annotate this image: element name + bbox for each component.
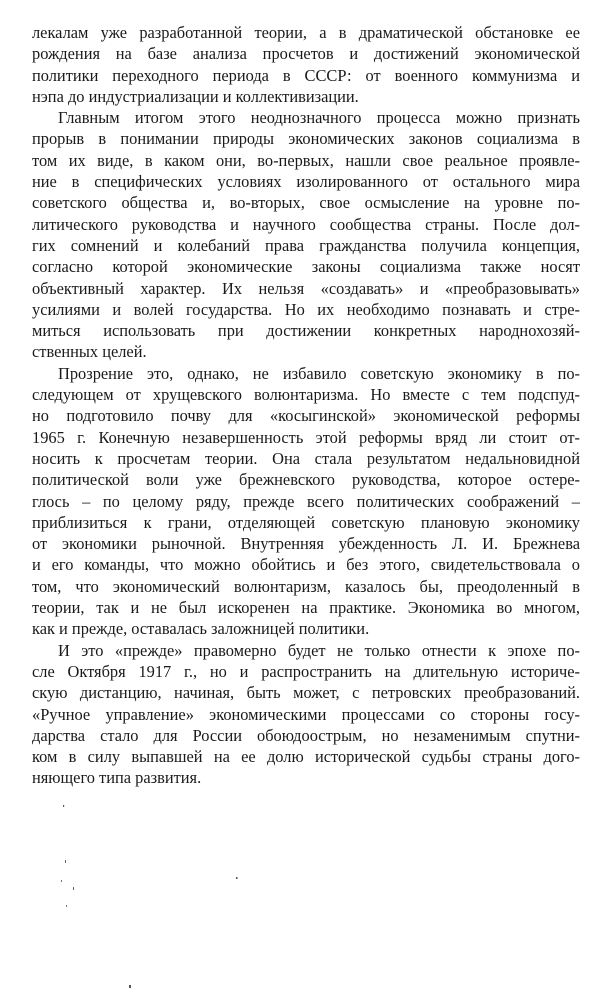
text-line: няющего типа развития.: [32, 768, 202, 788]
text-line: миться использовать при достижении конкретных народнохозяй-: [32, 321, 580, 341]
paragraph: [32, 22, 580, 107]
text-line: следующем от хрущевского волюнтаризма. Но вместе с тем подспуд-: [32, 385, 580, 405]
text-line: сле Октября 1917 г., но и распространить на длительную историче-: [32, 661, 580, 681]
text-line: советского общества и, во-вторых, свое осмысление на уровне по-: [32, 193, 580, 213]
text-line: гих сомнений и колебаний права гражданства получила концепция,: [32, 235, 580, 255]
text-line: том, что экономический волюнтаризм, казалось бы, преодоленный в: [32, 576, 580, 596]
body-text: [32, 22, 580, 789]
text-line: рождения на базе анализа просчетов и достижений экономической: [32, 44, 580, 64]
text-line: Главным итогом этого неоднозначного процесса можно признать: [58, 108, 580, 128]
text-line: «Ручное управление» экономическими процессами со стороны госу-: [32, 704, 580, 724]
paragraph: [32, 363, 580, 640]
text-line: политической воли уже брежневского руководства, которое остере-: [32, 470, 580, 490]
text-line: но подготовило почву для «косыгинской» экономической реформы: [32, 406, 580, 426]
text-line: ние в специфических условиях изолированного от остального мира: [32, 172, 580, 192]
text-line: от экономики рыночной. Внутренняя убежденность Л. И. Брежнева: [32, 534, 580, 554]
text-line: и его команды, что можно обойтись и без этого, свидетельствовала о: [32, 555, 580, 575]
text-line: том их виде, в каком они, во-первых, нашли свое реальное проявле-: [32, 150, 580, 170]
text-line: И это «прежде» правомерно будет не только отнести к эпохе по-: [58, 640, 580, 660]
text-line: дарства стало для России обоюдоострым, но незаменимым спутни-: [32, 725, 580, 745]
text-line: ственных целей.: [32, 342, 147, 362]
text-line: усилиями и волей государства. Но их необходимо познавать и стре-: [32, 299, 580, 319]
text-line: приблизиться к грани, отделяющей советскую плановую экономику: [32, 512, 580, 532]
text-line: глось – по целому ряду, прежде всего политических соображений –: [32, 491, 580, 511]
text-line: литического руководства и научного сообщества страны. После дол-: [32, 214, 580, 234]
text-line: политики переходного периода в СССР: от военного коммунизма и: [32, 65, 580, 85]
text-line: скую дистанцию, начиная, быть может, с петровских преобразований.: [32, 683, 580, 703]
text-line: объективный характер. Их нельзя «создавать» и «преобразовывать»: [32, 278, 580, 298]
text-line: ком в силу выпавшей на ее долю исторической судьбы страны дого-: [32, 747, 580, 767]
text-line: 1965 г. Конечную незавершенность этой реформы вряд ли стоит от-: [32, 427, 580, 447]
text-line: носить к просчетам теории. Она стала результатом недальновидной: [32, 448, 580, 468]
text-line: теории, так и не был искоренен на практике. Экономика во многом,: [32, 598, 580, 618]
text-line: прорыв в понимании природы экономических законов социализма в: [32, 129, 580, 149]
text-line: Прозрение это, однако, не избавило советскую экономику в по-: [58, 363, 580, 383]
text-line: нэпа до индустриализации и коллективизации.: [32, 86, 359, 106]
paragraph: [32, 107, 580, 363]
paragraph: [32, 640, 580, 789]
text-line: лекалам уже разработанной теории, а в драматической обстановке ее: [32, 23, 580, 42]
text-line: как и прежде, оставалась заложницей политики.: [32, 619, 370, 639]
text-line: согласно которой экономические законы социализма также носят: [32, 257, 580, 277]
